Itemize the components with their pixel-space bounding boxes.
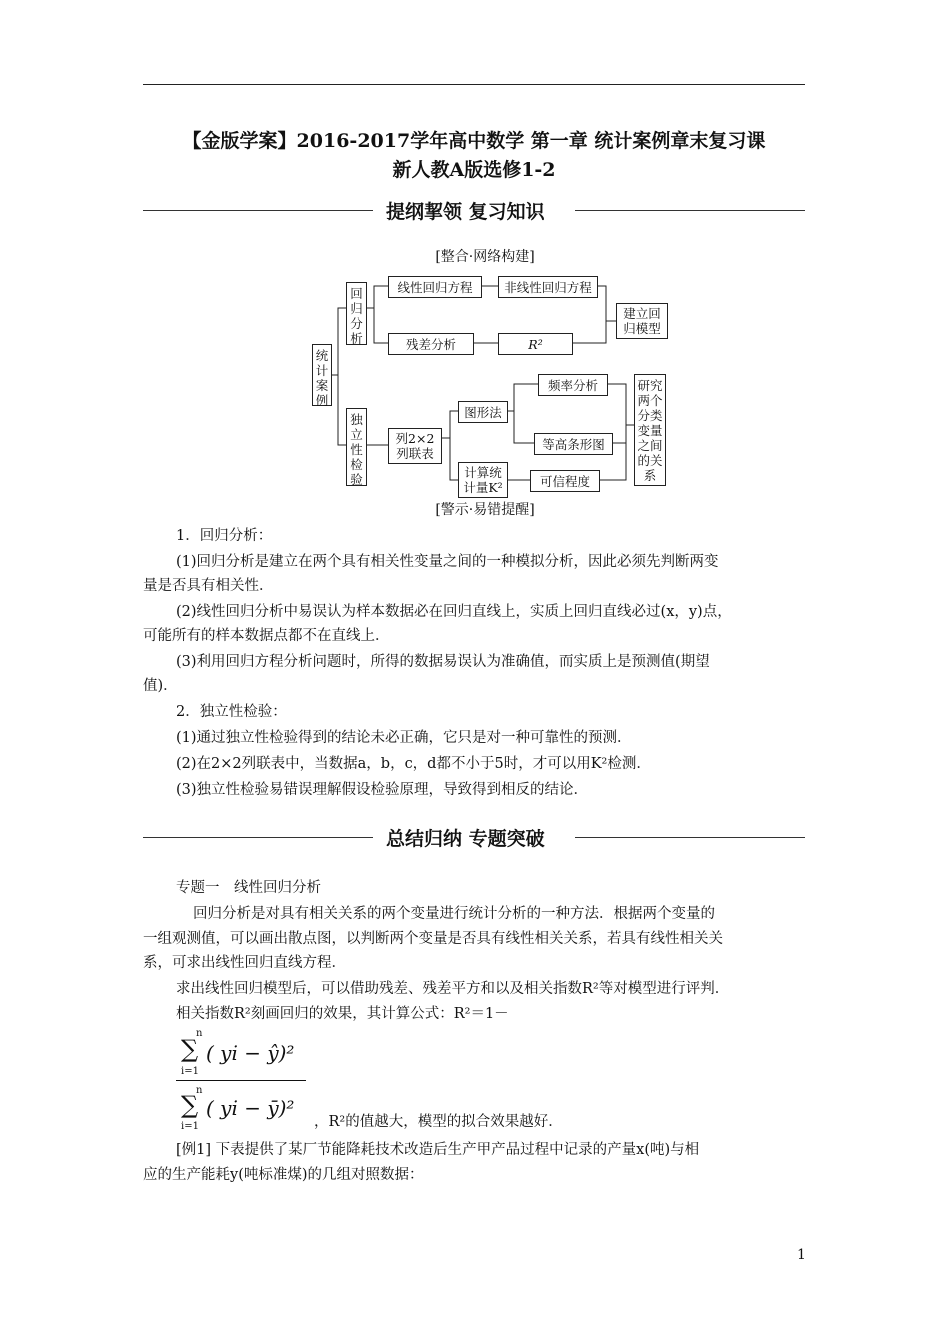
node-char: 分 (350, 316, 363, 331)
node-line: 计算统 (464, 465, 502, 480)
sum-lower-limit: i=1 (181, 1121, 199, 1132)
warning-heading-independence: 2．独立性检验： (176, 704, 287, 720)
node-frequency-analysis: 频率分析 (538, 374, 608, 396)
formula-trailing-text: ，R²的值越大，模型的拟合效果越好． (314, 1114, 563, 1130)
numerator-expression: ( yi − ŷ)² (206, 1041, 295, 1065)
document-title-line2: 新人教A版选修1-2 (392, 159, 556, 181)
sum-symbol: ∑ (181, 1035, 199, 1063)
warning-item-cont: 可能所有的样本数据点都不在直线上． (143, 628, 390, 644)
warning-item: (2)在2×2列联表中，当数据a，b，c，d都不小于5时，才可以用K²检测． (176, 756, 651, 772)
node-compute-k2 (458, 462, 508, 498)
node-char: 立 (350, 427, 363, 442)
node-char: 例 (315, 393, 329, 408)
topic-paragraph-cont: 一组观测值，可以画出散点图，以判断两个变量是否具有线性相关关系，若具有线性相关关 (143, 931, 723, 947)
topic-heading: 专题一 线性回归分析 (176, 880, 321, 896)
node-line: 两个 (637, 393, 663, 408)
node-nonlinear-regression-equation: 非线性回归方程 (498, 276, 598, 298)
node-linear-regression-equation: 线性回归方程 (388, 276, 482, 298)
section2-title: 总结归纳 专题突破 (386, 828, 545, 850)
node-r-squared: R² (498, 333, 573, 355)
node-char: 性 (350, 442, 363, 457)
warning-item: (2)线性回归分析中易误认为样本数据必在回归直线上，实质上回归直线必过(x，y)点， (176, 604, 732, 620)
warning-item-cont: 值)． (143, 678, 178, 694)
section1-left-rule (143, 210, 373, 211)
sum-lower-limit: i=1 (181, 1066, 199, 1077)
warning-item: (3)利用回归方程分析问题时，所得的数据易误认为准确值，而实质上是预测值(期望 (176, 654, 710, 670)
node-line: 计量K² (463, 480, 503, 495)
r-squared-formula (176, 1028, 316, 1132)
node-independence-test (346, 408, 367, 486)
node-line: 之间 (637, 438, 663, 453)
section1-title: 提纲挈领 复习知识 (386, 201, 545, 223)
sum-upper-limit: n (196, 1028, 203, 1039)
section2-right-rule (575, 837, 805, 838)
page-number: 1 (797, 1247, 806, 1263)
node-line: 的关 (637, 453, 663, 468)
topic-paragraph: 相关指数R²刻画回归的效果，其计算公式：R²＝1－ (176, 1006, 509, 1022)
node-line: 列联表 (396, 446, 434, 461)
node-statistics-cases (312, 344, 332, 406)
document-title-line1: 【金版学案】2016-2017学年高中数学 第一章 统计案例章末复习课 (182, 130, 766, 152)
node-char: 验 (350, 472, 363, 487)
node-regression-analysis (346, 282, 367, 345)
node-char: 统 (315, 348, 329, 363)
denominator-expression: ( yi − ȳ)² (206, 1096, 295, 1120)
warning-heading-regression: 1．回归分析： (176, 528, 273, 544)
node-char: 独 (350, 412, 363, 427)
node-char: 计 (315, 363, 329, 378)
node-line: 归模型 (623, 321, 661, 336)
section1-right-rule (575, 210, 805, 211)
sum-symbol: ∑ (181, 1091, 199, 1119)
node-residual-analysis: 残差分析 (388, 333, 474, 355)
sum-upper-limit: n (196, 1085, 203, 1096)
topic-paragraph-cont: 系，可求出线性回归直线方程． (143, 955, 346, 971)
topic-paragraph: 求出线性回归模型后，可以借助残差、残差平方和以及相关指数R²等对模型进行评判． (176, 981, 730, 997)
example-paragraph: [例1] 下表提供了某厂节能降耗技术改造后生产甲产品过程中记录的产量x(吨)与相 (176, 1142, 700, 1158)
node-contour-bar-chart: 等高条形图 (534, 433, 613, 455)
node-build-regression-model (616, 303, 668, 339)
warning-item: (1)通过独立性检验得到的结论未必正确，它只是对一种可靠性的预测． (176, 730, 632, 746)
node-line: 系 (643, 468, 657, 483)
node-char: 案 (315, 378, 329, 393)
example-paragraph-cont: 应的生产能耗y(吨标准煤)的几组对照数据： (143, 1167, 424, 1183)
diagram-caption-top: [整合·网络构建] (435, 249, 535, 265)
node-credibility: 可信程度 (530, 470, 600, 492)
node-line: 列2×2 (395, 431, 435, 446)
node-line: 变量 (637, 423, 663, 438)
node-graph-method: 图形法 (458, 401, 508, 423)
node-contingency-table (388, 428, 442, 464)
section2-left-rule (143, 837, 373, 838)
warning-item: (1)回归分析是建立在两个具有相关性变量之间的一种模拟分析，因此必须先判断两变 (176, 554, 719, 570)
node-line: 建立回 (623, 306, 661, 321)
diagram-caption-bottom: [警示·易错提醒] (435, 502, 535, 518)
header-rule (143, 84, 805, 85)
fraction-bar (176, 1080, 306, 1081)
topic-paragraph: 回归分析是对具有相关关系的两个变量进行统计分析的一种方法．根据两个变量的 (193, 906, 715, 922)
node-char: 归 (350, 301, 363, 316)
node-study-relationship (634, 374, 666, 486)
node-char: 析 (350, 331, 363, 346)
concept-map (300, 268, 700, 493)
node-line: 研究 (637, 378, 663, 393)
warning-item-cont: 量是否具有相关性． (143, 578, 274, 594)
node-char: 回 (350, 286, 363, 301)
node-line: 分类 (637, 408, 663, 423)
warning-item: (3)独立性检验易错误理解假设检验原理，导致得到相反的结论． (176, 782, 589, 798)
node-char: 检 (350, 457, 363, 472)
